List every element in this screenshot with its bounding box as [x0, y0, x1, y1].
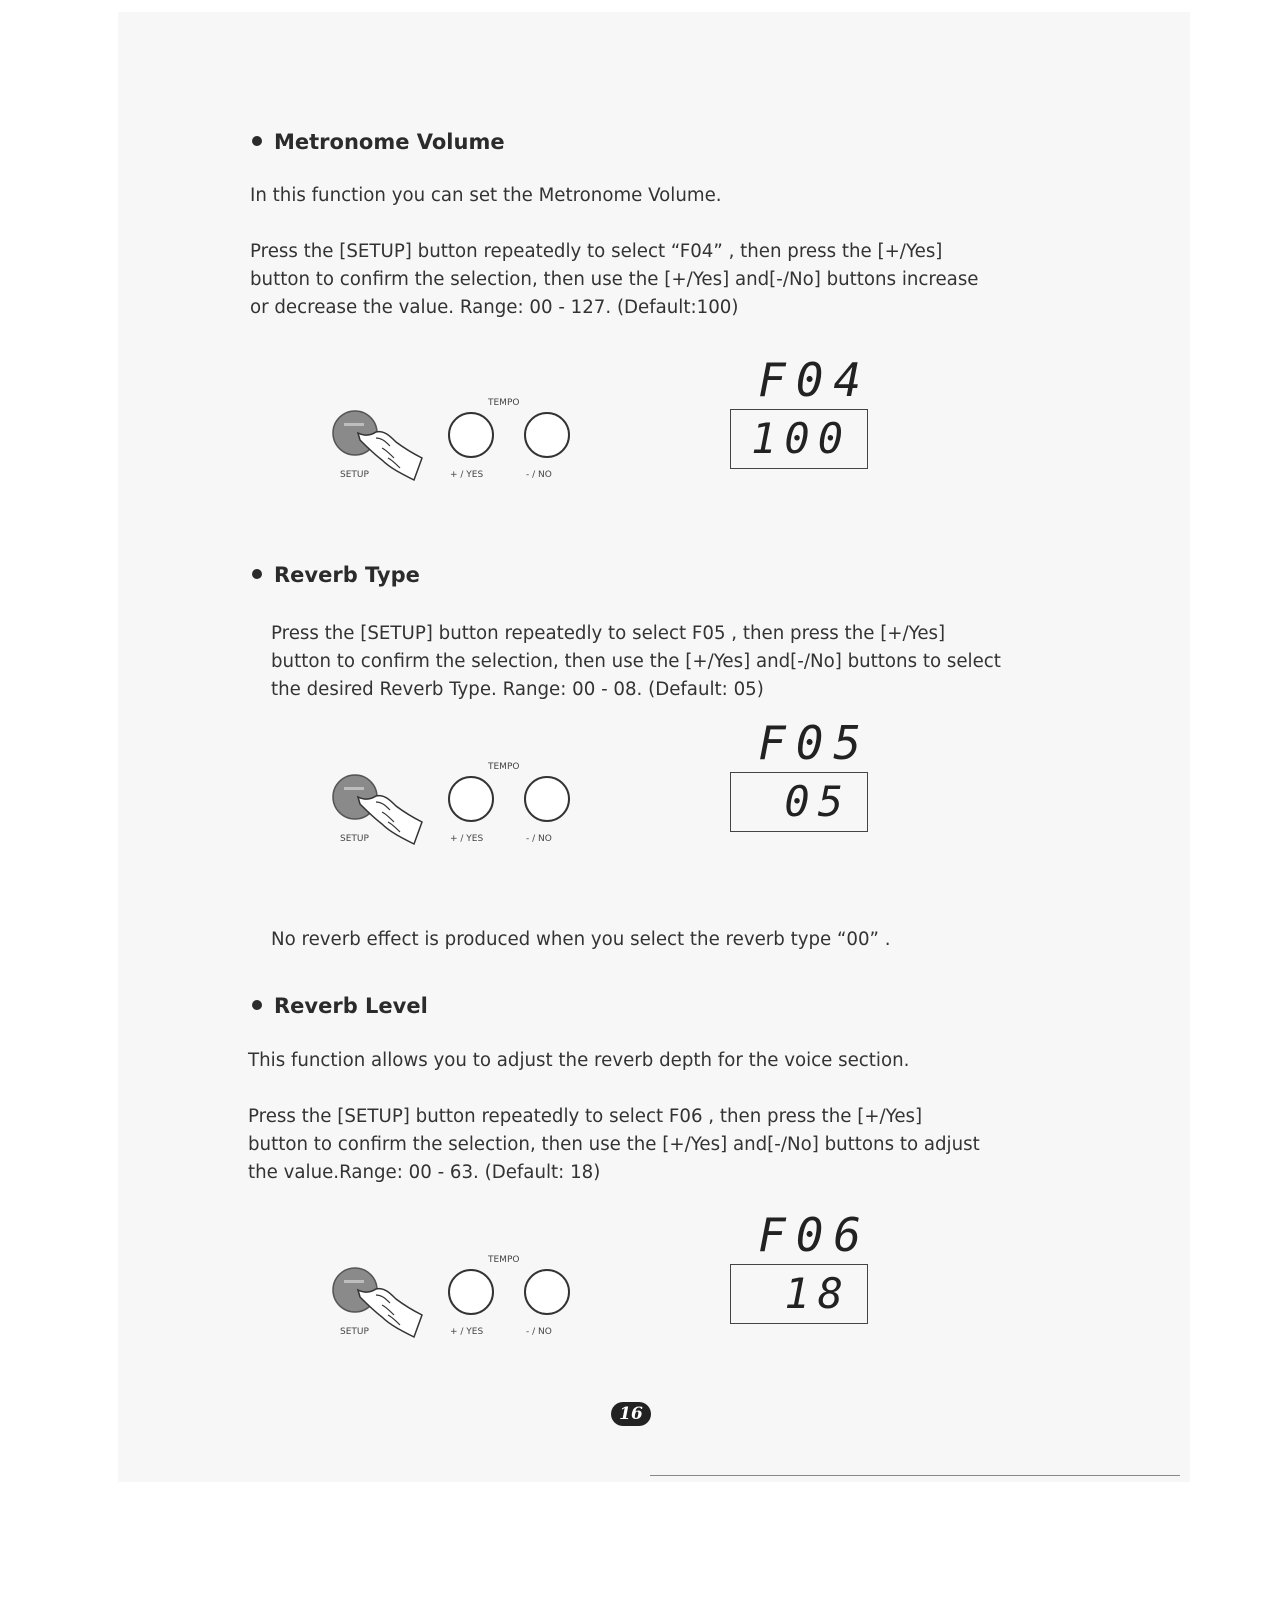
section-heading-metronome-volume: Metronome Volume [252, 130, 505, 154]
page-background [118, 12, 1190, 1482]
bullet-icon [252, 136, 262, 146]
paragraph-intro: In this function you can set the Metronome Volume. [250, 185, 722, 206]
lcd-function-code: F06 [758, 1208, 872, 1262]
bullet-icon [252, 569, 262, 579]
lcd-value: 100 [730, 409, 868, 469]
section-heading-reverb-level: Reverb Level [252, 994, 428, 1018]
yes-button-icon [449, 1270, 493, 1314]
tempo-label: TEMPO [488, 1255, 520, 1265]
lcd-display [730, 355, 880, 469]
yes-label: + / YES [450, 834, 484, 844]
yes-button-icon [449, 777, 493, 821]
no-button-icon [525, 777, 569, 821]
tempo-label: TEMPO [488, 398, 520, 408]
yes-label: + / YES [450, 470, 484, 480]
bullet-icon [252, 1000, 262, 1010]
no-label: - / NO [526, 1327, 552, 1337]
paragraph-instructions: Press the [SETUP] button repeatedly to select F06 , then press the [+/Yes] button to confirm the selection, then use the [+/Yes] and[-/No] buttons to adjust the value.Range: 00 - 63. (Default: 18) [248, 1106, 980, 1183]
setup-label: SETUP [340, 470, 369, 480]
page-number: 16 [611, 1402, 651, 1426]
section-heading-reverb-type: Reverb Type [252, 563, 420, 587]
yes-button-icon [449, 413, 493, 457]
paragraph-intro: This function allows you to adjust the reverb depth for the voice section. [248, 1050, 910, 1071]
note-text: No reverb effect is produced when you select the reverb type “00” . [271, 929, 891, 950]
paragraph-instructions: Press the [SETUP] button repeatedly to select “F04” , then press the [+/Yes] button to confirm the selection, then use the [+/Yes] and[-/No] buttons increase or decrease the value. Range: 00 - 127. (Default:100) [250, 241, 979, 318]
button-panel-diagram [330, 752, 580, 852]
yes-label: + / YES [450, 1327, 484, 1337]
lcd-display [730, 1210, 880, 1324]
lcd-function-code: F05 [758, 716, 872, 770]
tempo-label: TEMPO [488, 762, 520, 772]
setup-label: SETUP [340, 834, 369, 844]
paragraph-instructions: Press the [SETUP] button repeatedly to select F05 , then press the [+/Yes] button to confirm the selection, then use the [+/Yes] and[-/No] buttons to select the desired Reverb Type. Range: 00 - 08. (Default: 05) [271, 623, 1001, 700]
lcd-function-code: F04 [758, 353, 872, 407]
button-panel-diagram [330, 388, 580, 488]
lcd-value: 18 [730, 1264, 868, 1324]
no-label: - / NO [526, 834, 552, 844]
lcd-display [730, 718, 880, 832]
no-label: - / NO [526, 470, 552, 480]
no-button-icon [525, 1270, 569, 1314]
no-button-icon [525, 413, 569, 457]
setup-label: SETUP [340, 1327, 369, 1337]
lcd-value: 05 [730, 772, 868, 832]
button-panel-diagram [330, 1245, 580, 1345]
footer-rule [650, 1475, 1180, 1476]
